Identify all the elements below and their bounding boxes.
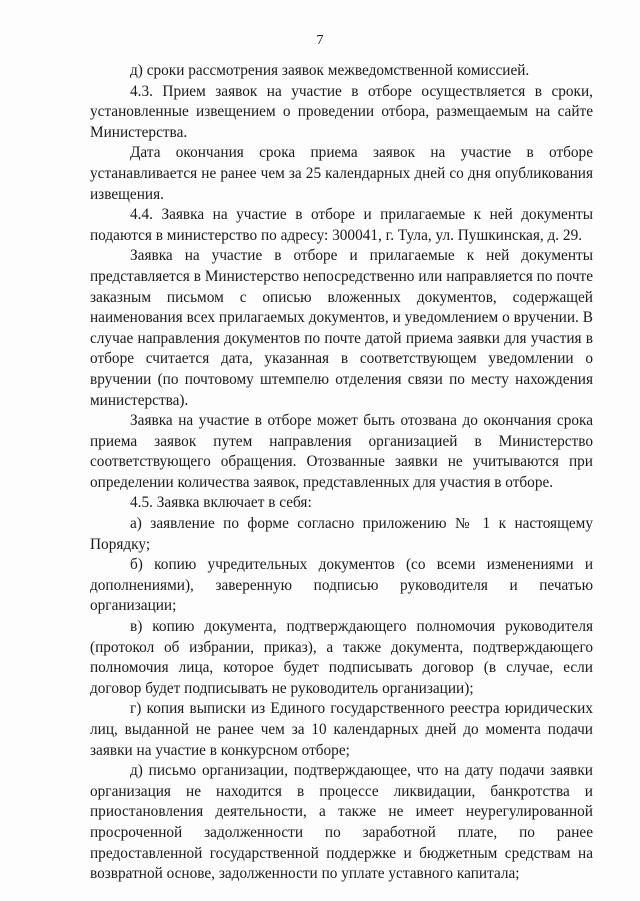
paragraph-deadline-date: Дата окончания срока приема заявок на участие в отборе устанавливается не ранее чем за 25 календарных дней со дня опубликования извещения. [90,144,593,203]
document-body [90,61,593,885]
list-item-a: а) заявление по форме согласно приложению № 1 к настоящему Порядку; [90,515,593,553]
paragraph-4-4: 4.4. Заявка на участие в отборе и прилагаемые к ней документы подаются в министерство по адресу: 300041, г. Тула, ул. Пушкинская, д. 29. [90,206,593,244]
list-item-b: б) копию учредительных документов (со всеми изменениями и дополнениями), заверенную подписью руководителя и печатью организации; [90,556,593,615]
paragraph-submission-method: Заявка на участие в отборе и прилагаемые к ней документы представляется в Министерство непосредственно или направляется по почте заказным письмом с описью вложенных документов, содержащей наименования всех прилагаемых документов, и уведомлением о вручении. В случае направления документов по почте датой приема заявки для участия в отборе считается дата, указанная в соответствующем уведомлении о вручении (по почтовому штемпелю отделения связи по месту нахождения министерства). [90,247,593,409]
paragraph-withdrawal: Заявка на участие в отборе может быть отозвана до окончания срока приема заявок путем направления организацией в Министерство соответствующего обращения. Отозванные заявки не учитываются при определении количества заявок, представленных для участия в отборе. [90,412,593,491]
paragraph-4-5: 4.5. Заявка включает в себя: [130,494,312,512]
paragraph-item-d-review-terms: д) сроки рассмотрения заявок межведомственной комиссией. [130,62,530,79]
list-item-v: в) копию документа, подтверждающего полномочия руководителя (протокол об избрании, приказ), а также документа, подтверждающего полномочия лица, которое будет подписывать договор (в случае, если договор будет подписывать не руководитель организации); [90,618,593,697]
paragraph-4-3: 4.3. Прием заявок на участие в отборе осуществляется в сроки, установленные извещением о проведении отбора, размещаемым на сайте Министерства. [90,82,593,141]
list-item-d: д) письмо организации, подтверждающее, что на дату подачи заявки организация не находится в процессе ликвидации, банкротства и приостановления деятельности, а также не имеет неурегулированной просроченной задолженности по заработной плате, по ранее предоставленной государственной поддержке и бюджетным средствам на возвратной основе, задолженности по уплате уставного капитала; [90,762,593,883]
list-item-g: г) копия выписки из Единого государственного реестра юридических лиц, выданной не ранее чем за 10 календарных дней до момента подачи заявки на участие в конкурсном отборе; [90,700,593,759]
page-number: 7 [316,33,324,48]
